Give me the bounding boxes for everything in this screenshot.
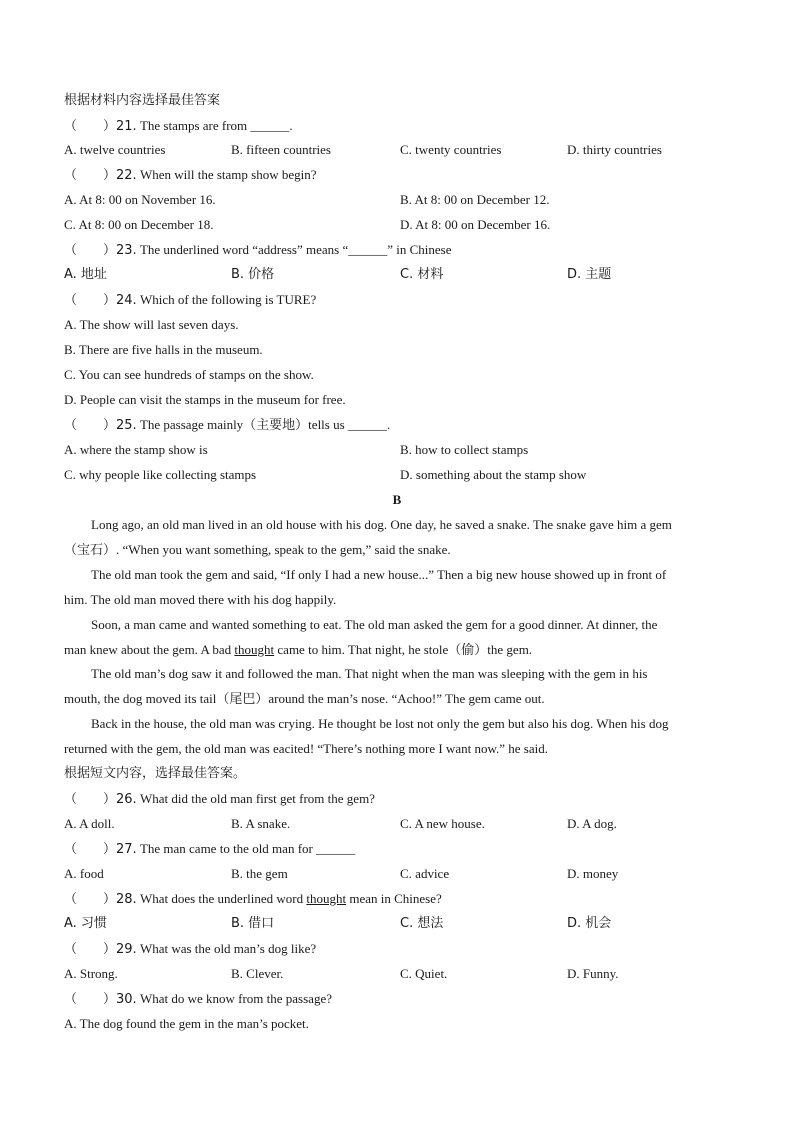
section-b-heading: B (392, 492, 402, 507)
option-24-c[interactable]: C. You can see hundreds of stamps on the show. (64, 367, 314, 382)
option-21-c[interactable]: C. twenty countries (400, 142, 502, 157)
question-text: The man came to the old man for ______ (139, 841, 356, 856)
option-22-a[interactable]: A. At 8: 00 on November 16. (64, 192, 216, 207)
option-28-d[interactable]: D. 机会 (567, 916, 612, 931)
option-24-b[interactable]: B. There are five halls in the museum. (64, 342, 263, 357)
option-21-b[interactable]: B. fifteen countries (231, 142, 331, 157)
answer-blank[interactable]: （ ）25. (64, 418, 137, 433)
answer-blank[interactable]: （ ）27. (64, 842, 137, 857)
answer-blank[interactable]: （ ）30. (64, 992, 137, 1007)
option-28-b[interactable]: B. 借口 (231, 916, 275, 931)
answer-blank[interactable]: （ ）26. (64, 792, 137, 807)
instruction-heading-2: 根据短文内容，选择最佳答案。 (64, 766, 247, 781)
option-28-a[interactable]: A. 习惯 (64, 916, 107, 931)
question-29 (64, 941, 316, 957)
question-text: The passage mainly（主要地）tells us ______. (139, 417, 391, 432)
option-26-a[interactable]: A. A doll. (64, 816, 115, 831)
passage-line: （宝石）. “When you want something, speak to the gem,” said the snake. (64, 542, 451, 557)
option-23-b[interactable]: B. 价格 (231, 267, 275, 282)
option-23-a[interactable]: A. 地址 (64, 267, 107, 282)
option-30-a[interactable]: A. The dog found the gem in the man’s pocket. (64, 1016, 309, 1031)
option-28-c[interactable]: C. 想法 (400, 916, 444, 931)
question-26 (64, 791, 375, 807)
option-23-c[interactable]: C. 材料 (400, 267, 444, 282)
answer-blank[interactable]: （ ）28. (64, 892, 137, 907)
passage-line: returned with the gem, the old man was eacited! “There’s nothing more I want now.” he said. (64, 741, 548, 756)
question-text: What do we know from the passage? (139, 991, 332, 1006)
option-26-d[interactable]: D. A dog. (567, 816, 617, 831)
question-text: Which of the following is TURE? (139, 292, 317, 307)
question-24 (64, 292, 316, 308)
question-text: When will the stamp show begin? (139, 167, 317, 182)
question-30 (64, 991, 332, 1007)
answer-blank[interactable]: （ ）22. (64, 168, 137, 183)
option-25-b[interactable]: B. how to collect stamps (400, 442, 529, 457)
option-29-c[interactable]: C. Quiet. (400, 966, 448, 981)
passage-line: Back in the house, the old man was crying. He thought be lost not only the gem but also his dog. When his dog (91, 716, 669, 731)
question-21 (64, 118, 293, 134)
option-24-a[interactable]: A. The show will last seven days. (64, 317, 239, 332)
instruction-heading: 根据材料内容选择最佳答案 (64, 93, 221, 108)
option-21-d[interactable]: D. thirty countries (567, 142, 662, 157)
option-22-d[interactable]: D. At 8: 00 on December 16. (400, 217, 551, 232)
option-25-a[interactable]: A. where the stamp show is (64, 442, 208, 457)
answer-blank[interactable]: （ ）23. (64, 243, 137, 258)
passage-line: mouth, the dog moved its tail（尾巴）around the man’s nose. “Achoo!” The gem came out. (64, 691, 545, 706)
underlined-word: thought (234, 642, 275, 657)
question-23 (64, 242, 451, 258)
option-24-d[interactable]: D. People can visit the stamps in the museum for free. (64, 392, 346, 407)
option-26-b[interactable]: B. A snake. (231, 816, 291, 831)
option-22-c[interactable]: C. At 8: 00 on December 18. (64, 217, 214, 232)
question-text: What did the old man first get from the gem? (139, 791, 375, 806)
passage-line: him. The old man moved there with his dog happily. (64, 592, 337, 607)
option-29-a[interactable]: A. Strong. (64, 966, 118, 981)
question-text: mean in Chinese? (346, 891, 442, 906)
answer-blank[interactable]: （ ）21. (64, 119, 137, 134)
option-25-c[interactable]: C. why people like collecting stamps (64, 467, 257, 482)
passage-text: man knew about the gem. A bad (64, 642, 235, 657)
question-text: The underlined word “address” means “______” in Chinese (139, 242, 452, 257)
option-26-c[interactable]: C. A new house. (400, 816, 485, 831)
option-27-c[interactable]: C. advice (400, 866, 450, 881)
option-21-a[interactable]: A. twelve countries (64, 142, 166, 157)
answer-blank[interactable]: （ ）24. (64, 293, 137, 308)
passage-line: Long ago, an old man lived in an old house with his dog. One day, he saved a snake. The snake gave him a gem (91, 517, 672, 532)
passage-line: The old man’s dog saw it and followed the man. That night when the man was sleeping with the gem in his (91, 666, 648, 681)
option-27-d[interactable]: D. money (567, 866, 619, 881)
question-22 (64, 167, 317, 183)
option-27-b[interactable]: B. the gem (231, 866, 288, 881)
passage-line (64, 642, 730, 658)
passage-line: Soon, a man came and wanted something to eat. The old man asked the gem for a good dinner. At dinner, the (91, 617, 658, 632)
question-text: The stamps are from ______. (139, 118, 293, 133)
option-25-d[interactable]: D. something about the stamp show (400, 467, 587, 482)
underlined-word: thought (306, 891, 347, 906)
question-28 (64, 891, 442, 907)
answer-blank[interactable]: （ ）29. (64, 942, 137, 957)
question-27 (64, 841, 355, 857)
option-23-d[interactable]: D. 主题 (567, 267, 612, 282)
passage-text: came to him. That night, he stole（偷）the gem. (274, 642, 533, 657)
question-25 (64, 417, 390, 433)
passage-line: The old man took the gem and said, “If only I had a new house...” Then a big new house showed up in front of (91, 567, 667, 582)
question-text: What does the underlined word (139, 891, 307, 906)
option-29-d[interactable]: D. Funny. (567, 966, 619, 981)
option-27-a[interactable]: A. food (64, 866, 104, 881)
option-22-b[interactable]: B. At 8: 00 on December 12. (400, 192, 550, 207)
option-29-b[interactable]: B. Clever. (231, 966, 284, 981)
question-text: What was the old man’s dog like? (139, 941, 317, 956)
